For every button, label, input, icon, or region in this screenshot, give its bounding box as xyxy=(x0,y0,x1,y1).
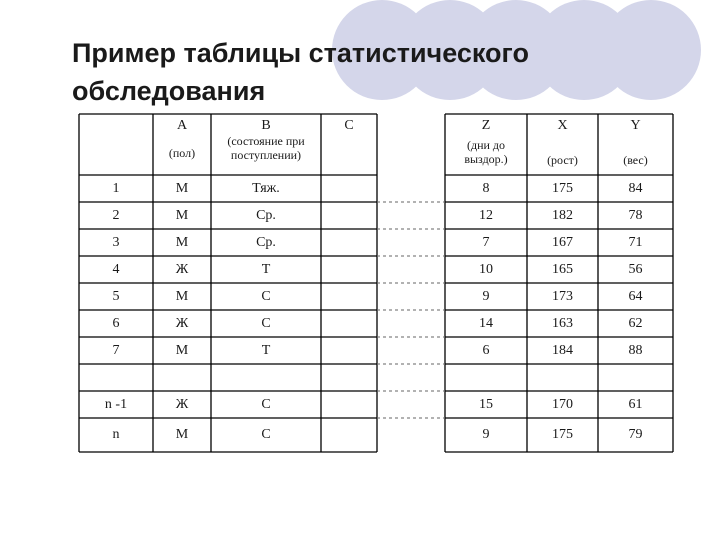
table-cell: Ж xyxy=(175,262,189,277)
col-header-c: C xyxy=(344,118,354,133)
table-cell: 165 xyxy=(552,262,573,277)
table-cell: М xyxy=(175,181,189,196)
table-cell: 173 xyxy=(552,289,573,304)
table-cell: 79 xyxy=(628,427,643,442)
table-cell: 56 xyxy=(628,262,643,277)
table-cell: 88 xyxy=(628,343,643,358)
table-cell: М xyxy=(175,343,189,358)
table-cell: Ж xyxy=(175,316,189,331)
table-cell: 163 xyxy=(552,316,573,331)
table-cell: 182 xyxy=(552,208,573,223)
col-header-z-sub: (дни до выздор.) xyxy=(464,138,508,166)
table-cell: Ср. xyxy=(256,235,276,250)
table-cell: 7 xyxy=(112,343,120,358)
table-cell: 62 xyxy=(628,316,643,331)
table-cell: n -1 xyxy=(104,397,128,412)
slide-title: Пример таблицы статистического обследования xyxy=(72,38,529,106)
col-header-b: B xyxy=(261,118,271,133)
table-cell: С xyxy=(261,427,271,442)
col-header-x-sub: (рост) xyxy=(547,153,578,167)
table-cell: 167 xyxy=(552,235,573,250)
table-cell: С xyxy=(261,316,271,331)
table-cell: 78 xyxy=(628,208,643,223)
col-header-z: Z xyxy=(481,118,491,133)
col-header-b-sub: (состояние при поступлении) xyxy=(227,134,305,162)
col-header-a: A xyxy=(176,118,188,133)
table-cell: 4 xyxy=(112,262,120,277)
table-cell: 9 xyxy=(482,289,490,304)
col-header-y-sub: (вес) xyxy=(623,153,648,167)
table-cell: 5 xyxy=(112,289,120,304)
table-cell: 64 xyxy=(628,289,643,304)
table-cell: 1 xyxy=(112,181,120,196)
table-cell: Ж xyxy=(175,397,189,412)
table-cell: Ср. xyxy=(256,208,276,223)
table-cell: n xyxy=(112,427,120,442)
table-cell: Т xyxy=(261,262,271,277)
table-cell: 6 xyxy=(112,316,120,331)
table-cell: 14 xyxy=(479,316,493,331)
table-cell: 175 xyxy=(552,181,573,196)
table-cell: 2 xyxy=(112,208,120,223)
table-cell: 15 xyxy=(479,397,493,412)
table-cell: 12 xyxy=(479,208,493,223)
table-cell: М xyxy=(175,208,189,223)
table-cell: 61 xyxy=(628,397,643,412)
table-cell: 8 xyxy=(482,181,490,196)
col-header-x: X xyxy=(557,118,568,133)
table-cell: М xyxy=(175,427,189,442)
col-header-y: Y xyxy=(630,118,641,133)
table-cell: 175 xyxy=(552,427,573,442)
table-cell: 71 xyxy=(628,235,643,250)
table-cell: 6 xyxy=(482,343,490,358)
table-cell: 10 xyxy=(479,262,493,277)
table-cell: М xyxy=(175,289,189,304)
table-cell: Т xyxy=(261,343,271,358)
table-cell: Тяж. xyxy=(252,181,280,196)
col-header-a-sub: (пол) xyxy=(168,146,196,160)
table-cell: М xyxy=(175,235,189,250)
table-cell: 184 xyxy=(552,343,573,358)
table-cell: 3 xyxy=(112,235,120,250)
table-cell: С xyxy=(261,397,271,412)
table-cell: 84 xyxy=(628,181,643,196)
table-cell: 9 xyxy=(482,427,490,442)
table-cell: 170 xyxy=(552,397,573,412)
table-cell: С xyxy=(261,289,271,304)
table-cell: 7 xyxy=(482,235,490,250)
